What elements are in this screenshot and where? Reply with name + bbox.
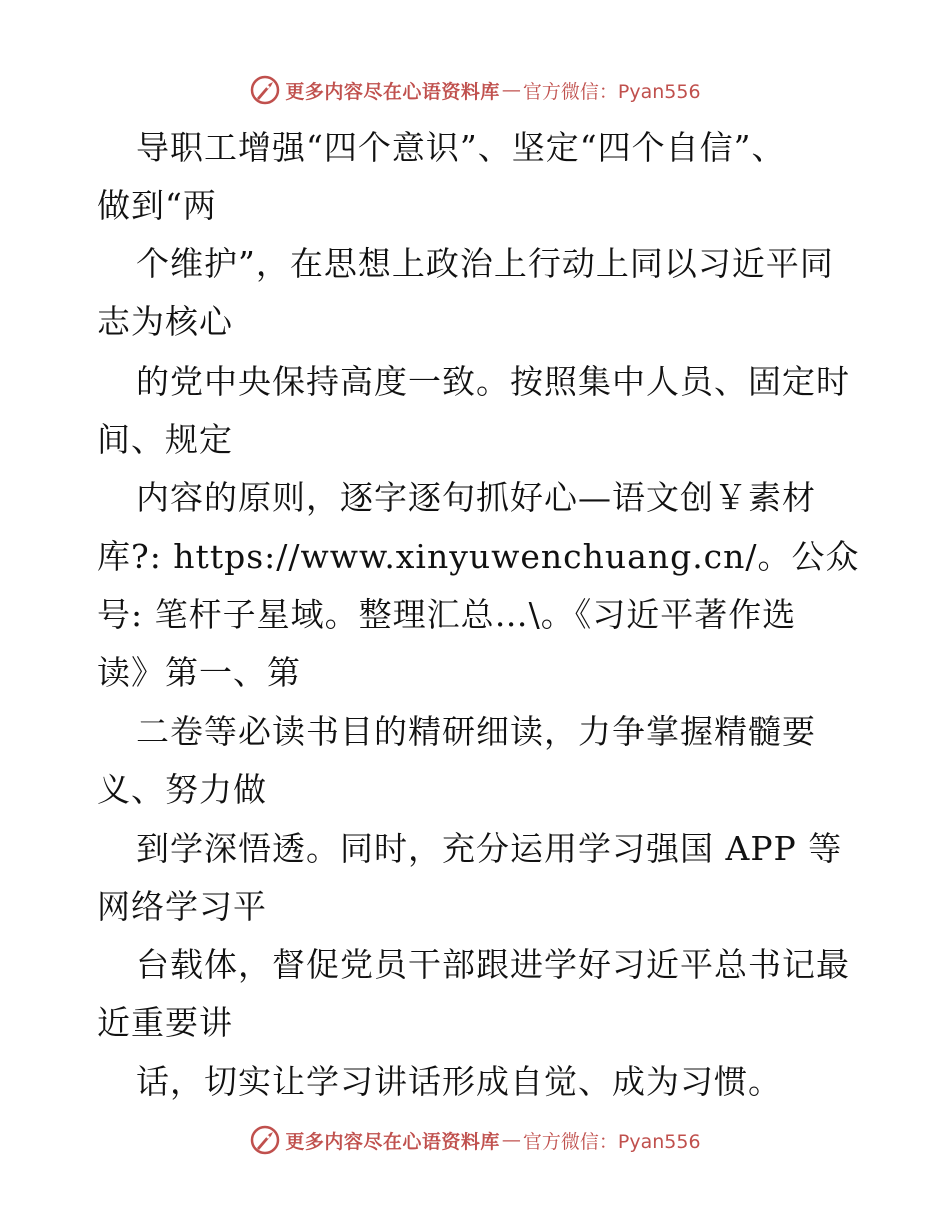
banner-wechat: 官方微信：Pyan556 xyxy=(522,80,701,103)
banner-brand: 更多内容尽在心语资料库 xyxy=(285,1130,500,1153)
banner-brand: 更多内容尽在心语资料库 xyxy=(285,80,500,103)
text-line: 间、规定 xyxy=(97,420,233,459)
text-line: 话，切实让学习讲话形成自觉、成为习惯。 xyxy=(136,1062,782,1101)
text-line: 内容的原则，逐字逐句抓好心—语文创￥素材 xyxy=(136,478,816,517)
text-line: 导职工增强“四个意识”、坚定“四个自信”、 xyxy=(136,128,786,167)
text-line: 做到“两 xyxy=(97,186,217,225)
text-line: 号: 笔杆子星域。整理汇总…\。《习近平著作选 xyxy=(97,595,797,634)
header-banner xyxy=(0,70,950,110)
text-line: 二卷等必读书目的精研细读，力争掌握精髓要 xyxy=(136,712,816,751)
text-line: 的党中央保持高度一致。按照集中人员、固定时 xyxy=(136,362,850,401)
text-line: 网络学习平 xyxy=(97,887,267,926)
pen-nib-logo-icon xyxy=(249,1124,281,1156)
text-line: 个维护”，在思想上政治上行动上同以习近平同 xyxy=(136,244,834,283)
footer-banner xyxy=(0,1120,950,1160)
text-line: 台载体，督促党员干部跟进学好习近平总书记最 xyxy=(136,945,850,984)
text-line: 读》第一、第 xyxy=(97,653,301,692)
banner-separator: — xyxy=(501,79,521,101)
text-line: 库?: https://www.xinyuwenchuang.cn/。公众 xyxy=(97,537,860,576)
banner-separator: — xyxy=(501,1129,521,1151)
text-line: 义、努力做 xyxy=(97,770,267,809)
banner-wechat: 官方微信：Pyan556 xyxy=(522,1130,701,1153)
pen-nib-logo-icon xyxy=(249,74,281,106)
text-line: 志为核心 xyxy=(97,302,233,341)
text-line: 近重要讲 xyxy=(97,1003,233,1042)
text-line: 到学深悟透。同时，充分运用学习强国 APP 等 xyxy=(136,829,843,868)
